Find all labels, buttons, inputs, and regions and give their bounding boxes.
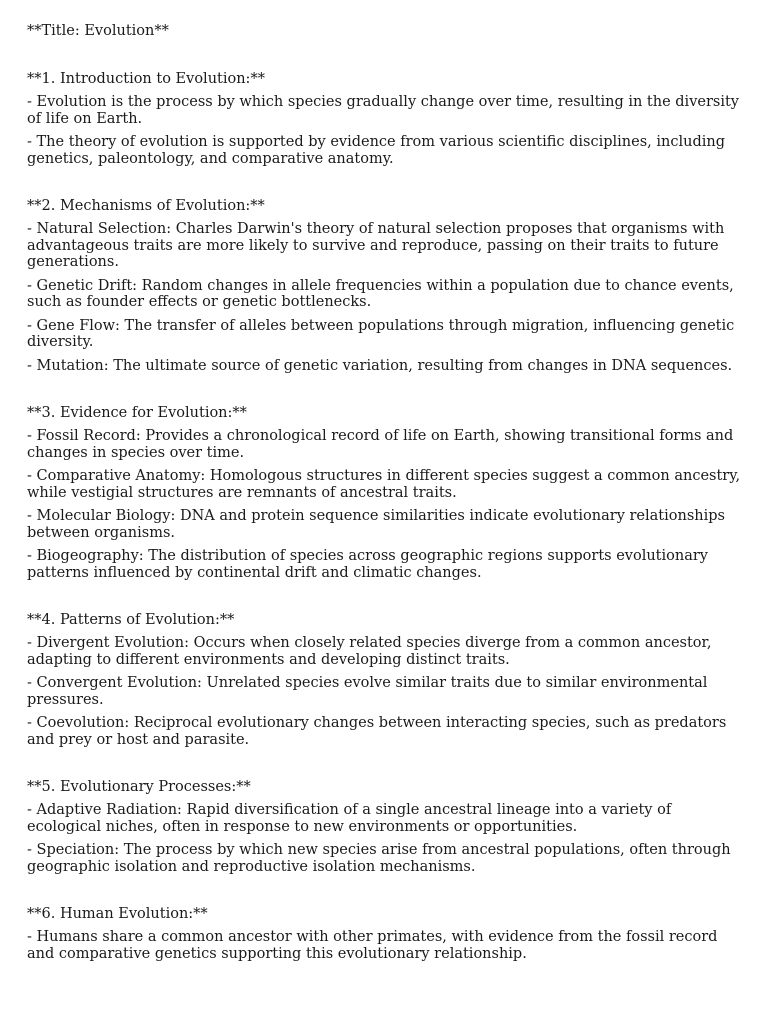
section-mechanisms bbox=[27, 197, 747, 374]
bullet-item: - Evolution is the process by which species gradually change over time, resulting in the diversity of life on Earth. bbox=[27, 94, 740, 127]
section-human-evolution bbox=[27, 905, 747, 962]
section-heading: **5. Evolutionary Processes:** bbox=[27, 779, 251, 795]
bullet-item: - Adaptive Radiation: Rapid diversification of a single ancestral lineage into a variety of ecological niches, often in response to new environments or opportunities. bbox=[27, 802, 672, 835]
bullet-item: - Biogeography: The distribution of species across geographic regions supports evolutionary patterns influenced by continental drift and climatic changes. bbox=[27, 548, 708, 581]
section-heading: **4. Patterns of Evolution:** bbox=[27, 612, 235, 628]
bullet-item: - Natural Selection: Charles Darwin's theory of natural selection proposes that organisms with advantageous traits are more likely to survive and reproduce, passing on their traits to future generations. bbox=[27, 221, 725, 270]
section-heading: **6. Human Evolution:** bbox=[27, 906, 208, 922]
section-introduction bbox=[27, 70, 747, 167]
bullet-item: - Comparative Anatomy: Homologous structures in different species suggest a common ancestry, while vestigial structures are remnants of ancestral traits. bbox=[27, 468, 741, 501]
section-processes bbox=[27, 778, 747, 875]
bullet-item: - Speciation: The process by which new species arise from ancestral populations, often through geographic isolation and reproductive isolation mechanisms. bbox=[27, 842, 731, 875]
bullet-item: - Divergent Evolution: Occurs when closely related species diverge from a common ancestor, adapting to different environments and developing distinct traits. bbox=[27, 635, 712, 668]
document-page bbox=[27, 22, 747, 969]
bullet-item: - Molecular Biology: DNA and protein sequence similarities indicate evolutionary relationships between organisms. bbox=[27, 508, 725, 541]
bullet-item: - Convergent Evolution: Unrelated species evolve similar traits due to similar environmental pressures. bbox=[27, 675, 708, 708]
section-heading: **2. Mechanisms of Evolution:** bbox=[27, 198, 265, 214]
section-patterns bbox=[27, 611, 747, 748]
bullet-item: - Mutation: The ultimate source of genetic variation, resulting from changes in DNA sequences. bbox=[27, 357, 733, 374]
bullet-item: - Genetic Drift: Random changes in allele frequencies within a population due to chance events, such as founder effects or genetic bottlenecks. bbox=[27, 277, 734, 310]
bullet-item: - Fossil Record: Provides a chronological record of life on Earth, showing transitional forms and changes in species over time. bbox=[27, 428, 734, 461]
section-evidence bbox=[27, 404, 747, 581]
bullet-item: - The theory of evolution is supported by evidence from various scientific disciplines, including genetics, paleontology, and comparative anatomy. bbox=[27, 134, 726, 167]
section-heading: **3. Evidence for Evolution:** bbox=[27, 405, 247, 421]
bullet-item: - Coevolution: Reciprocal evolutionary changes between interacting species, such as predators and prey or host and parasite. bbox=[27, 715, 727, 748]
bullet-item: - Humans share a common ancestor with other primates, with evidence from the fossil record and comparative genetics supporting this evolutionary relationship. bbox=[27, 929, 718, 962]
document-title: **Title: Evolution** bbox=[27, 23, 169, 39]
bullet-item: - Gene Flow: The transfer of alleles between populations through migration, influencing genetic diversity. bbox=[27, 317, 735, 350]
section-heading: **1. Introduction to Evolution:** bbox=[27, 71, 265, 87]
